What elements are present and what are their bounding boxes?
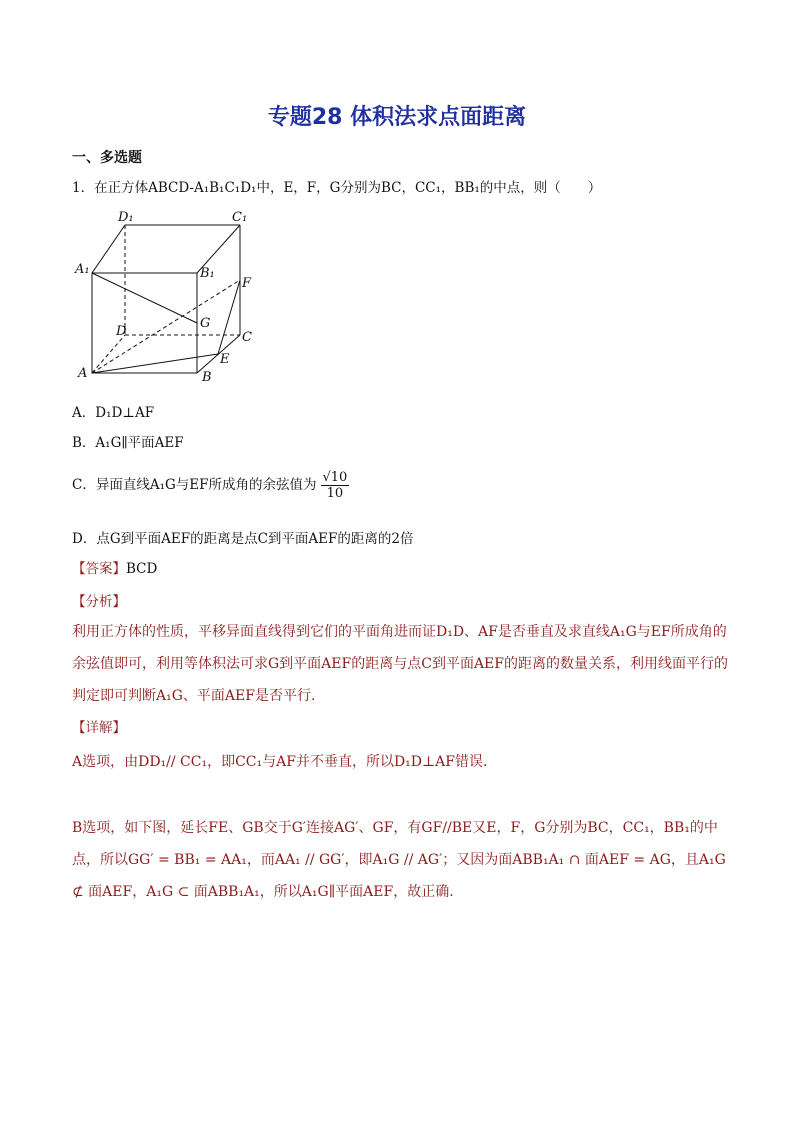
option-c-text: C．异面直线A₁G与EF所成角的余弦值为 xyxy=(72,477,317,493)
option-b: B．A₁G∥平面AEF xyxy=(72,435,184,451)
detail-paragraph-a: A选项，由DD₁// CC₁，即CC₁与AF并不垂直，所以D₁D⊥AF错误. xyxy=(72,754,488,770)
vertex-b1-label: B₁ xyxy=(200,266,215,281)
vertex-c1-label: C₁ xyxy=(232,210,248,225)
vertex-a-label: A xyxy=(78,366,88,381)
option-a: A．D₁D⊥AF xyxy=(72,405,155,421)
detail-paragraph-b: B选项，如下图，延长FE、GB交于G′连接AG′、GF，有GF//BE又E，F，G分别为BC，CC₁，BB₁的中点，所以GG′ = BB₁ = AA₁，而AA₁ // GG′，即A₁G // AG′；又因为面ABB₁A₁ ∩ 面AEF = AG，且A₁G ⊄ 面AEF，A₁G ⊂ 面ABB₁A₁，所以A₁G∥平面AEF，故正确. xyxy=(72,820,726,900)
vertex-a1-label: A₁ xyxy=(75,262,90,277)
question-stem: 1．在正方体ABCD-A₁B₁C₁D₁中，E，F，G分别为BC，CC₁，BB₁的中点，则（ ） xyxy=(72,180,602,196)
vertex-c-label: C xyxy=(242,330,252,345)
answer-line xyxy=(72,557,157,577)
fraction-numerator: √10 xyxy=(322,470,348,485)
cube-figure xyxy=(70,205,270,385)
detail-label: 【详解】 xyxy=(72,720,126,736)
analysis-text: 利用正方体的性质，平移异面直线得到它们的平面角进而证D₁D、AF是否垂直及求直线A₁G与EF所成角的余弦值即可，利用等体积法可求G到平面AEF的距离与点C到平面AEF的距离的数量关系，利用线面平行的判定即可判断A₁G、平面AEF是否平行. xyxy=(72,624,728,704)
vertex-d-label: D xyxy=(116,324,127,339)
answer-value: BCD xyxy=(126,561,158,577)
option-d: D．点G到平面AEF的距离是点C到平面AEF的距离的2倍 xyxy=(72,531,414,547)
section-heading: 一、多选题 xyxy=(72,150,142,166)
vertex-e-label: E xyxy=(220,352,230,367)
option-c xyxy=(72,470,349,501)
page-title: 专题28 体积法求点面距离 xyxy=(267,105,527,130)
vertex-b-label: B xyxy=(202,370,212,385)
vertex-d1-label: D₁ xyxy=(118,210,134,225)
vertex-f-label: F xyxy=(242,276,252,291)
fraction-denominator: 10 xyxy=(326,486,344,501)
vertex-g-label: G xyxy=(200,316,211,331)
answer-label: 【答案】 xyxy=(72,561,126,577)
option-c-fraction xyxy=(321,470,350,501)
analysis-label: 【分析】 xyxy=(72,594,126,610)
